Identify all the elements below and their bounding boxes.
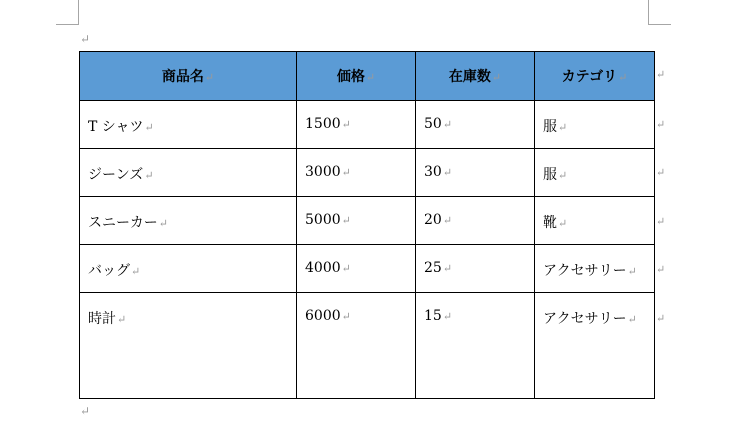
crop-mark-top-right-horizontal bbox=[649, 24, 671, 25]
table-cell[interactable]: 1500↵ bbox=[297, 101, 416, 149]
row-end-mark: ↵ bbox=[656, 166, 666, 179]
table-cell[interactable]: スニーカー↵ bbox=[80, 197, 297, 245]
row-end-mark: ↵ bbox=[656, 312, 666, 325]
product-table bbox=[79, 51, 655, 399]
header-cell-category[interactable]: カテゴリ↵ bbox=[535, 52, 655, 101]
table-cell[interactable]: 服↵ bbox=[535, 101, 655, 149]
header-cell-stock[interactable]: 在庫数↵ bbox=[416, 52, 535, 101]
table-cell[interactable]: バッグ↵ bbox=[80, 245, 297, 293]
crop-mark-top-left-vertical bbox=[78, 0, 79, 25]
table-cell[interactable]: 4000↵ bbox=[297, 245, 416, 293]
table-cell[interactable]: 50↵ bbox=[416, 101, 535, 149]
row-end-mark: ↵ bbox=[656, 68, 666, 81]
header-cell-price[interactable]: 価格↵ bbox=[297, 52, 416, 101]
row-end-mark: ↵ bbox=[656, 215, 666, 228]
table-cell[interactable]: ジーンズ↵ bbox=[80, 149, 297, 197]
table-row bbox=[80, 101, 655, 149]
table-cell[interactable]: 服↵ bbox=[535, 149, 655, 197]
table-cell[interactable]: 3000↵ bbox=[297, 149, 416, 197]
row-end-mark: ↵ bbox=[656, 263, 666, 276]
table-cell[interactable]: 時計↵ bbox=[80, 293, 297, 399]
table-header-row bbox=[80, 52, 655, 101]
row-end-mark: ↵ bbox=[656, 118, 666, 131]
table-cell[interactable]: T シャツ↵ bbox=[80, 101, 297, 149]
table-row bbox=[80, 197, 655, 245]
table-cell[interactable]: 6000↵ bbox=[297, 293, 416, 399]
header-cell-product-name[interactable]: 商品名↵ bbox=[80, 52, 297, 101]
table-cell[interactable]: アクセサリー↵ bbox=[535, 293, 655, 399]
table-row bbox=[80, 293, 655, 399]
table-cell[interactable]: 30↵ bbox=[416, 149, 535, 197]
table-row bbox=[80, 149, 655, 197]
paragraph-mark-bottom: ↵ bbox=[80, 404, 91, 418]
table-row bbox=[80, 245, 655, 293]
crop-mark-top-left-horizontal bbox=[56, 24, 78, 25]
table-cell[interactable]: 25↵ bbox=[416, 245, 535, 293]
table-cell[interactable]: 靴↵ bbox=[535, 197, 655, 245]
crop-mark-top-right-vertical bbox=[648, 0, 649, 25]
table-cell[interactable]: 15↵ bbox=[416, 293, 535, 399]
table-cell[interactable]: 5000↵ bbox=[297, 197, 416, 245]
table-cell[interactable]: 20↵ bbox=[416, 197, 535, 245]
paragraph-mark-top: ↵ bbox=[80, 32, 91, 46]
table-cell[interactable]: アクセサリー↵ bbox=[535, 245, 655, 293]
